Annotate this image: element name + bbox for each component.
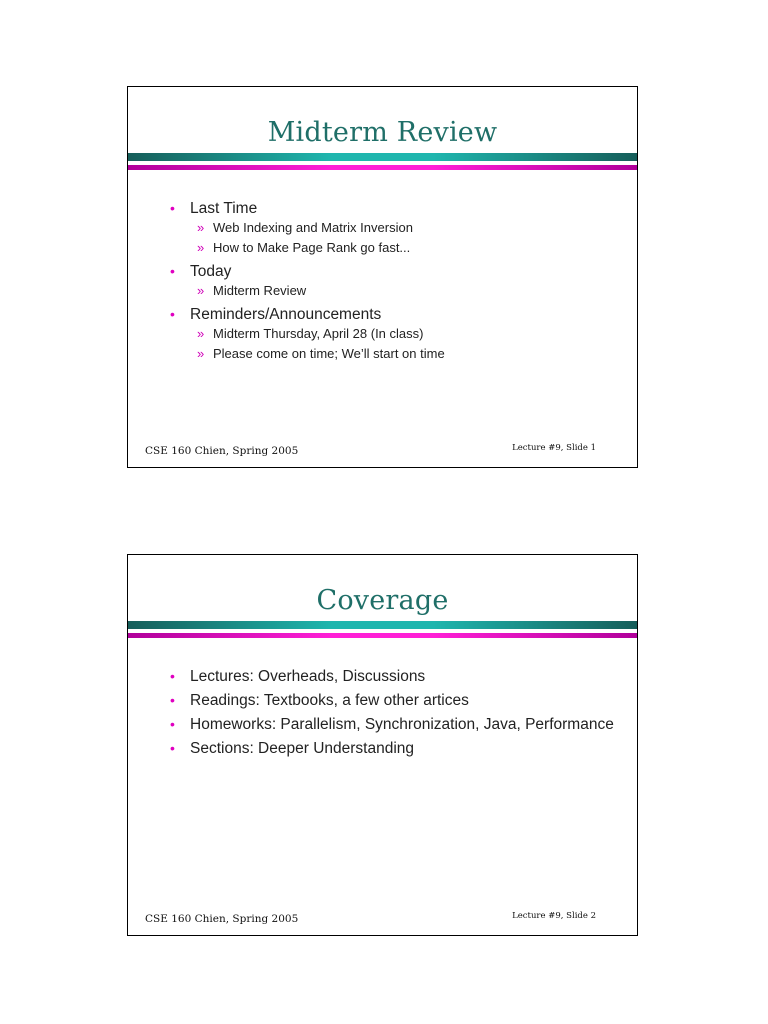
sub-bullet-icon: »	[197, 240, 205, 255]
bullet-icon: •	[170, 306, 175, 322]
bullet-group	[170, 199, 617, 258]
sub-bullet-text: Midterm Thursday, April 28 (In class)	[213, 326, 424, 341]
sub-bullet-text: Web Indexing and Matrix Inversion	[213, 220, 413, 235]
sub-bullet-icon: »	[197, 346, 205, 361]
sub-bullet-item	[170, 238, 617, 258]
bullet-icon: •	[170, 692, 175, 708]
sub-bullet-icon: »	[197, 220, 205, 235]
sub-bullet-icon: »	[197, 283, 205, 298]
slide-2	[127, 554, 638, 936]
bullet-item	[170, 739, 617, 758]
bullet-icon: •	[170, 263, 175, 279]
sub-bullet-icon: »	[197, 326, 205, 341]
title-underline-magenta	[128, 165, 637, 170]
slide-title: Coverage	[316, 585, 449, 616]
slide-footer-course: CSE 160 Chien, Spring 2005	[145, 913, 299, 925]
sub-bullet-item	[170, 281, 617, 301]
slide-content	[170, 199, 617, 364]
bullet-text: Homeworks: Parallelism, Synchronization, Java, Performance	[190, 716, 614, 733]
bullet-group	[170, 262, 617, 301]
sub-bullet-item	[170, 324, 617, 344]
bullet-item	[170, 262, 617, 281]
bullet-text: Lectures: Overheads, Discussions	[190, 668, 426, 685]
bullet-item	[170, 199, 617, 218]
title-underline-teal	[128, 153, 637, 161]
bullet-text: Sections: Deeper Understanding	[190, 740, 415, 757]
sub-bullet-text: Please come on time; We’ll start on time	[213, 346, 445, 361]
bullet-text: Readings: Textbooks, a few other artices	[190, 692, 469, 709]
bullet-icon: •	[170, 740, 175, 756]
bullet-icon: •	[170, 716, 175, 732]
slide-content	[170, 667, 617, 758]
sub-bullet-item	[170, 344, 617, 364]
bullet-text: Last Time	[190, 200, 258, 217]
slide-title: Midterm Review	[267, 117, 498, 148]
title-underline-magenta	[128, 633, 637, 638]
bullet-item	[170, 667, 617, 686]
slide-footer-course: CSE 160 Chien, Spring 2005	[145, 445, 299, 457]
sub-bullet-text: How to Make Page Rank go fast...	[213, 240, 411, 255]
slide-1	[127, 86, 638, 468]
bullet-item	[170, 715, 617, 734]
bullet-text: Reminders/Announcements	[190, 306, 382, 323]
bullet-item	[170, 691, 617, 710]
bullet-icon: •	[170, 668, 175, 684]
sub-bullet-text: Midterm Review	[213, 283, 307, 298]
bullet-text: Today	[190, 263, 232, 280]
slide-footer-number: Lecture #9, Slide 1	[512, 443, 596, 453]
slide-footer-number: Lecture #9, Slide 2	[512, 911, 596, 921]
bullet-icon: •	[170, 200, 175, 216]
sub-bullet-item	[170, 218, 617, 238]
title-underline-teal	[128, 621, 637, 629]
bullet-item	[170, 305, 617, 324]
bullet-group	[170, 305, 617, 364]
